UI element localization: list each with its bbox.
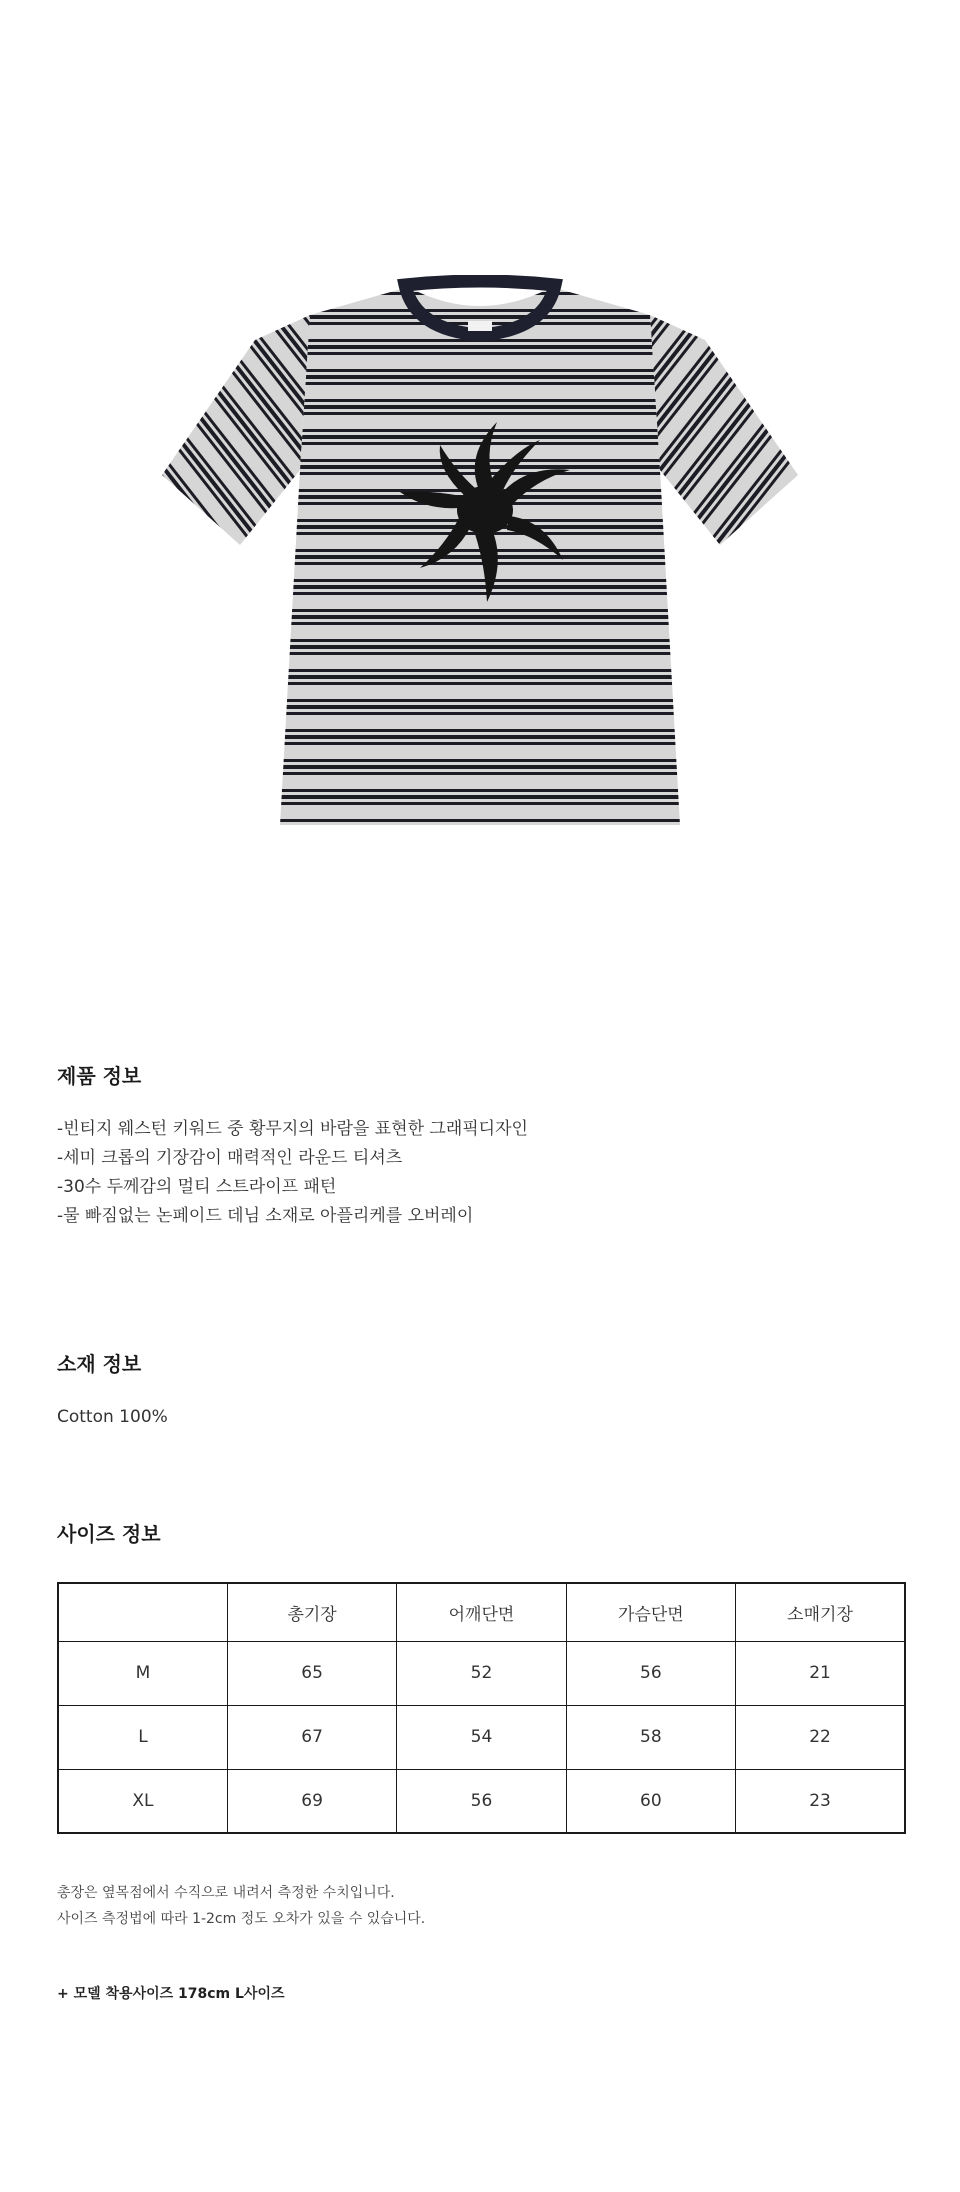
size-label-cell: L — [58, 1705, 227, 1769]
size-table-header-cell: 어깨단면 — [397, 1583, 566, 1641]
table-cell: 22 — [736, 1705, 905, 1769]
table-cell: 56 — [397, 1769, 566, 1833]
table-cell: 23 — [736, 1769, 905, 1833]
product-info-line: -30수 두께감의 멀티 스트라이프 패턴 — [57, 1177, 337, 1197]
size-table-header-cell: 가슴단면 — [566, 1583, 735, 1641]
size-table-header — [58, 1583, 905, 1641]
size-table — [57, 1582, 906, 1834]
table-cell: 60 — [566, 1769, 735, 1833]
product-info-title: 제품 정보 — [57, 1064, 142, 1088]
table-cell: 54 — [397, 1705, 566, 1769]
model-size-note: + 모델 착용사이즈 178cm L사이즈 — [57, 1986, 285, 2002]
product-info-line: -빈티지 웨스턴 키워드 중 황무지의 바람을 표현한 그래픽디자인 — [57, 1119, 528, 1139]
product-info-list — [57, 1115, 528, 1231]
table-cell: 65 — [227, 1641, 396, 1705]
table-row — [58, 1705, 905, 1769]
size-table-header-cell: 소매기장 — [736, 1583, 905, 1641]
material-info-title: 소재 정보 — [57, 1352, 142, 1376]
size-label-cell: M — [58, 1641, 227, 1705]
left-sleeve — [162, 315, 310, 545]
size-note-line: 총장은 옆목점에서 수직으로 내려서 측정한 수치입니다. — [57, 1885, 395, 1901]
table-cell: 21 — [736, 1641, 905, 1705]
size-notes — [57, 1880, 425, 1932]
size-label-cell: XL — [58, 1769, 227, 1833]
product-info-line: -물 빠짐없는 논페이드 데님 소재로 아플리케를 오버레이 — [57, 1206, 474, 1226]
size-table-header-cell — [58, 1583, 227, 1641]
size-table-header-cell: 총기장 — [227, 1583, 396, 1641]
size-info-title: 사이즈 정보 — [57, 1522, 161, 1546]
table-cell: 56 — [566, 1641, 735, 1705]
table-cell: 58 — [566, 1705, 735, 1769]
table-row — [58, 1641, 905, 1705]
table-cell: 69 — [227, 1769, 396, 1833]
table-cell: 67 — [227, 1705, 396, 1769]
size-note-line: 사이즈 측정법에 따라 1-2cm 정도 오차가 있을 수 있습니다. — [57, 1911, 426, 1927]
product-info-line: -세미 크롭의 기장감이 매력적인 라운드 티셔츠 — [57, 1148, 403, 1168]
right-sleeve — [650, 315, 798, 545]
table-row — [58, 1769, 905, 1833]
material-info-text: Cotton 100% — [57, 1407, 168, 1427]
table-cell: 52 — [397, 1641, 566, 1705]
product-tshirt-image — [150, 275, 810, 845]
shirt-body — [280, 287, 680, 825]
